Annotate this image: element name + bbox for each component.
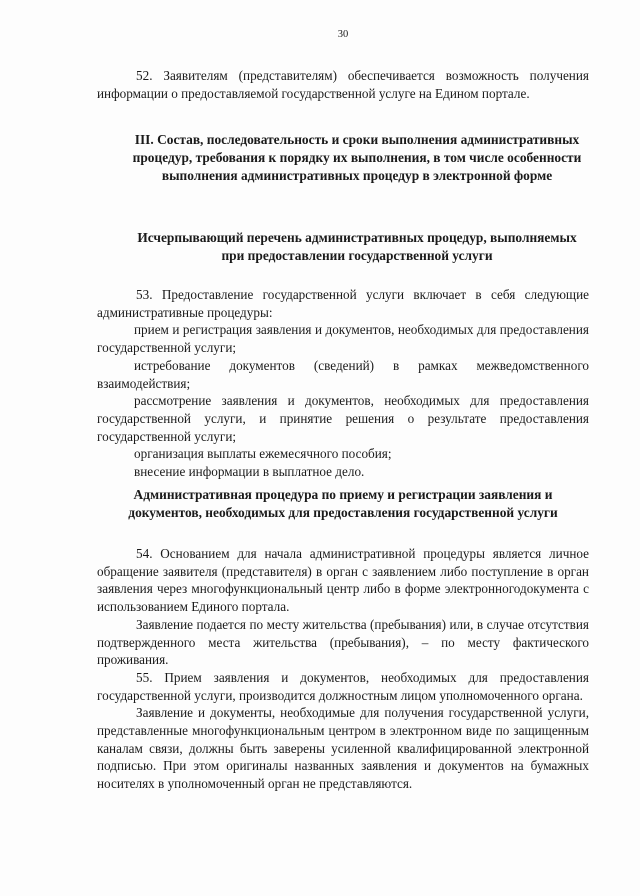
procedures-list-heading: Исчерпывающий перечень административных процедур, выполняемых при предоставлении государственной услуги [137, 230, 577, 263]
list-item: организация выплаты ежемесячного пособия; [134, 446, 392, 462]
paragraph-54-continued: Заявление подается по месту жительства (пребывания) или, в случае отсутствия подтвержденного места жительства (пребывания), – по месту фактического проживания. [97, 616, 589, 668]
page-number: 30 [337, 29, 349, 40]
paragraph-block-52 [97, 67, 589, 102]
paragraph-55-continued: Заявление и документы, необходимые для получения государственной услуги, представленные многофункциональным центром в электронном виде по защищенным каналам связи, должны быть заверены усиленной квалифицированной электронной подписью. При этом оригиналы названных заявления и документов на бумажных носителях в уполномоченный орган не представляются. [97, 705, 589, 792]
paragraph-block-53 [97, 286, 589, 481]
paragraph-55: 55. Прием заявления и документов, необходимых для предоставления государственной услуги, производится должностным лицом уполномоченного органа. [97, 669, 589, 703]
paragraph-53: 53. Предоставление государственной услуги включает в себя следующие административные процедуры: [97, 287, 589, 320]
list-item: прием и регистрация заявления и документов, необходимых для предоставления государственной услуги; [97, 322, 589, 356]
section-heading: III. Состав, последовательность и сроки выполнения административных процедур, требования к порядку их выполнения, в том числе особенности выполнения административных процедур в электронной форме [132, 132, 582, 183]
list-item: внесение информации в выплатное дело. [134, 464, 365, 480]
paragraph-52: 52. Заявителям (представителям) обеспечивается возможность получения информации о предоставляемой государственной услуге на Едином портале. [97, 68, 589, 101]
paragraph-54: 54. Основанием для начала административной процедуры является личное обращение заявителя (представителя) в орган с заявлением либо поступление в орган заявления через многофункциональный центр либо в форме электронногодокумента с использованием Единого портала. [97, 546, 589, 615]
paragraph-block-54-55 [97, 545, 589, 793]
list-item: рассмотрение заявления и документов, необходимых для предоставления государственной услуги, и принятие решения о результате предоставления государственной услуги; [97, 393, 589, 444]
list-item: истребование документов (сведений) в рамках межведомственного взаимодействия; [97, 357, 589, 391]
procedure-heading: Административная процедура по приему и регистрации заявления и документов, необходимых для предоставления государственной услуги [128, 487, 558, 520]
